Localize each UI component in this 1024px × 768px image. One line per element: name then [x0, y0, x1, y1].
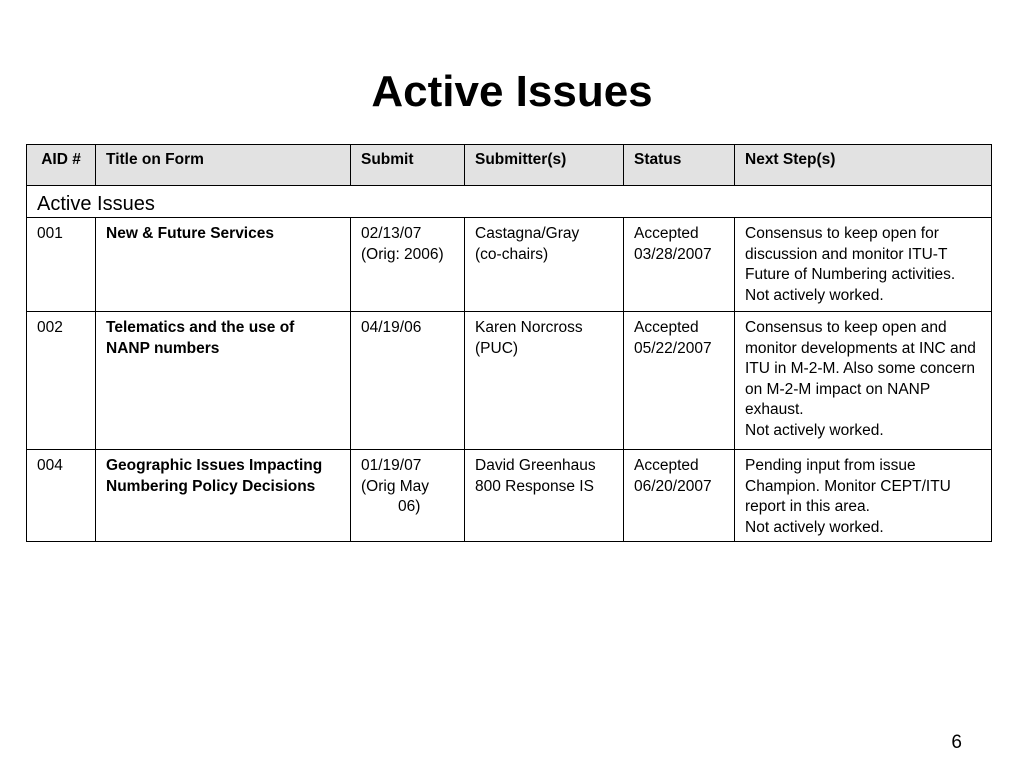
cell-next-steps [735, 312, 992, 450]
next-steps-note: Not actively worked. [745, 286, 884, 304]
cell-submit [351, 312, 465, 450]
cell-status [624, 450, 735, 542]
active-issues-table [26, 144, 992, 542]
cell-submit [351, 450, 465, 542]
cell-submitters [465, 218, 624, 312]
status-date: 05/22/2007 [634, 339, 712, 357]
submit-orig-cont: 06) [398, 498, 421, 516]
status-date: 03/28/2007 [634, 245, 712, 263]
cell-title: Geographic Issues Impacting Numbering Policy Decisions [96, 450, 351, 542]
header-title-on-form: Title on Form [96, 145, 351, 186]
next-steps-note: Not actively worked. [745, 518, 884, 536]
header-status: Status [624, 145, 735, 186]
submitter-name: Castagna/Gray [475, 225, 580, 242]
header-aid: AID # [27, 145, 96, 186]
submit-orig: (Orig May [361, 477, 430, 495]
submitter-name: David Greenhaus [475, 457, 596, 474]
submitter-affiliation: (co-chairs) [475, 245, 549, 263]
status-label: Accepted [634, 319, 699, 336]
cell-title: Telematics and the use of NANP numbers [96, 312, 351, 450]
submitter-affiliation: 800 Response IS [475, 477, 594, 495]
submitter-name: Karen Norcross [475, 319, 583, 336]
cell-aid: 004 [27, 450, 96, 542]
submit-date: 01/19/07 [361, 457, 422, 474]
submitter-affiliation: (PUC) [475, 339, 519, 357]
cell-aid: 002 [27, 312, 96, 450]
submit-date: 04/19/06 [361, 319, 422, 336]
next-steps-text: Consensus to keep open for discussion and monitor ITU-T Future of Numbering activities. [745, 225, 956, 284]
cell-submitters [465, 312, 624, 450]
cell-submitters [465, 450, 624, 542]
status-label: Accepted [634, 225, 699, 242]
slide-title: Active Issues [371, 67, 653, 116]
header-submitters: Submitter(s) [465, 145, 624, 186]
cell-title: New & Future Services [96, 218, 351, 312]
header-next-steps: Next Step(s) [735, 145, 992, 186]
status-date: 06/20/2007 [634, 477, 712, 495]
cell-status [624, 218, 735, 312]
submit-date: 02/13/07 [361, 225, 422, 242]
header-submit: Submit [351, 145, 465, 186]
section-label: Active Issues [27, 186, 992, 218]
table-row [27, 450, 992, 542]
next-steps-text: Pending input from issue Champion. Monitor CEPT/ITU report in this area. [745, 457, 951, 516]
cell-next-steps [735, 450, 992, 542]
cell-aid: 001 [27, 218, 96, 312]
section-row [27, 186, 992, 218]
submit-orig: (Orig: 2006) [361, 245, 444, 263]
next-steps-text: Consensus to keep open and monitor developments at INC and ITU in M-2-M. Also some concern on M-2-M impact on NANP exhaust. [745, 319, 976, 419]
cell-next-steps [735, 218, 992, 312]
status-label: Accepted [634, 457, 699, 474]
table-row [27, 312, 992, 450]
table-header-row [27, 145, 992, 186]
table-row [27, 218, 992, 312]
next-steps-note: Not actively worked. [745, 421, 884, 439]
page-number: 6 [951, 732, 962, 753]
cell-status [624, 312, 735, 450]
cell-submit [351, 218, 465, 312]
